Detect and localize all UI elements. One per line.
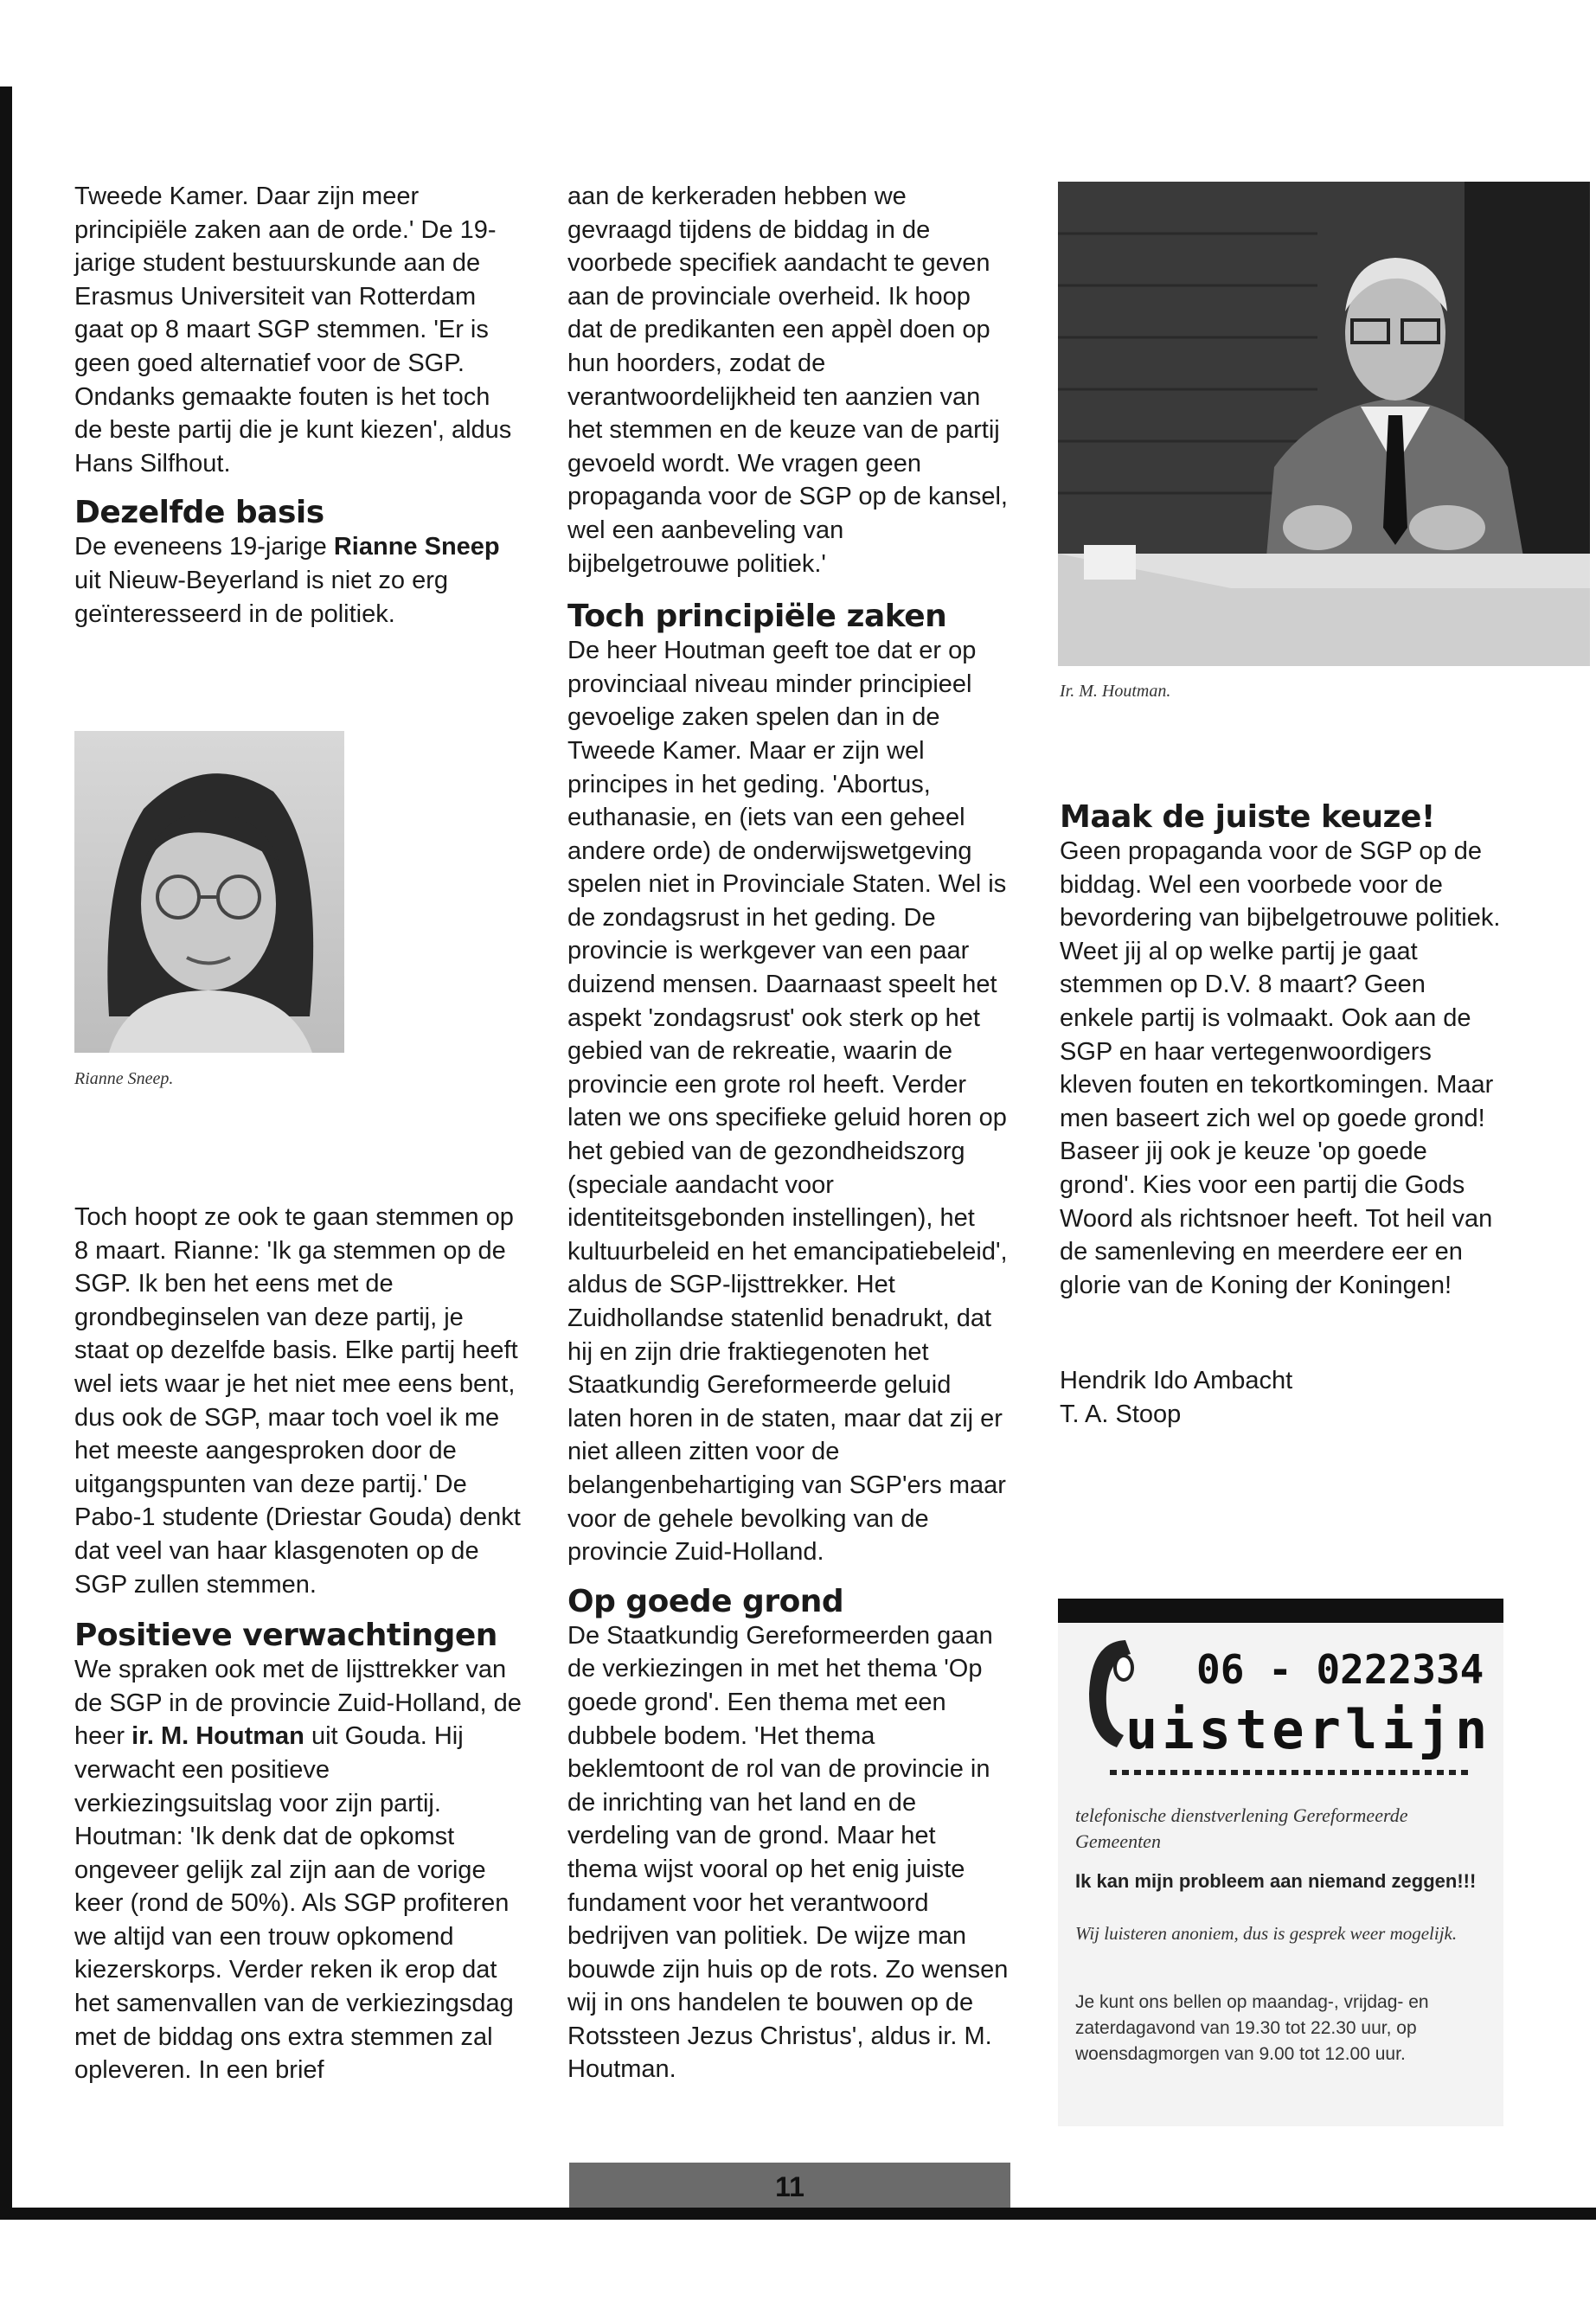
ad-italic-line: Wij luisteren anoniem, dus is gesprek weer mogelijk.	[1075, 1923, 1458, 1944]
signature-name: T. A. Stoop	[1060, 1400, 1182, 1428]
col2-paragraph-3: De Staatkundig Gereformeerden gaan de verkiezingen in met het thema 'Op goede grond'. Een thema met een dubbele bodem. 'Het thema beklemtoont de rol van de provincie in de inrichting van het land en de verdeling van de grond. Maar het thema wijst vooral op het enig juiste fundament voor het verantwoord bedrijven van politiek. De wijze man bouwde zijn huis op de rots. Zo wensen wij in ons handelen te bouwen op de Rotssteen Jezus Christus', aldus ir. M. Houtman.	[567, 1621, 1009, 2084]
heading-op-goede-grond: Op goede grond	[567, 1583, 844, 1619]
heading-toch-principiele-zaken: Toch principiële zaken	[567, 599, 947, 635]
heading-maak-de-juiste-keuze: Maak de juiste keuze!	[1060, 799, 1435, 835]
column-1-top	[74, 180, 524, 631]
page-bottom-bar	[0, 2208, 1596, 2220]
page-number: 11	[775, 2171, 804, 2202]
signature-place: Hendrik Ido Ambacht	[1060, 1367, 1293, 1395]
photo-m-houtman	[1058, 182, 1590, 666]
photo-rianne-sneep	[74, 731, 344, 1053]
column-1-bottom	[74, 1201, 524, 2087]
ad-phone-number: 06 - 0222334	[1196, 1646, 1484, 1693]
ad-dotted-rule	[1110, 1770, 1473, 1775]
col1-paragraph-3: Toch hoopt ze ook te gaan stemmen op 8 maart. Rianne: 'Ik ga stemmen op de SGP. Ik ben het eens met de grondbeginselen van deze partij, je staat op dezelfde basis. Elke partij heeft wel iets waar je het niet mee eens bent, dus ook de SGP, maar toch voel ik me het meeste aangesproken door de uitgangspunten van deze partij.' De Pabo-1 studente (Driestar Gouda) denkt dat veel van haar klasgenoten op de SGP zullen stemmen.	[74, 1203, 521, 1599]
ad-brand-name: uisterlijn	[1125, 1698, 1492, 1761]
col2-paragraph-2: De heer Houtman geeft toe dat er op provinciaal niveau minder principieel gevoelige zaken spelen dan in de Tweede Kamer. Maar er zijn wel principes in het geding. 'Abortus, euthanasie, en (iets van een geheel andere orde) de onderwijswetgeving spelen niet in Provinciale Staten. Wel is de zondagsrust in het geding. De provincie is werkgever van een paar duizend mensen. Daarnaast speelt het aspekt 'zondagsrust' ook sterk op het gebied van de rekreatie, waarin de provincie een grote rol heeft. Verder laten we ons specifieke geluid horen op het gebied van de gezondheidszorg (speciale aandacht voor identiteitsgebonden instellingen), het kultuurbeleid en het emancipatiebeleid', aldus de SGP-lijsttrekker. Het Zuidhollandse statenlid benadrukt, dat hij en zijn drie fraktiegenoten het Staatkundig Gereformeerde geluid laten horen in de staten, maar dat zij er niet alleen zitten voor de belangenbehartiging van SGP'ers maar voor de gehele bevolking van de provincie Zuid-Holland.	[567, 637, 1008, 1567]
caption-m-houtman: Ir. M. Houtman.	[1060, 682, 1171, 701]
col1-paragraph-4: We spraken ook met de lijsttrekker van de SGP in de provincie Zuid-Holland, de heer ir. M. Houtman uit Gouda. Hij verwacht een positieve verkiezingsuitslag voor zijn partij. Houtman: 'Ik denk dat de opkomst ongeveer gelijk zal zijn aan de vorige keer (rond de 50%). Als SGP profiteren we altijd van een trouw opkomend kiezerskorps. Verder reken ik erop dat het samenvallen van de verkiezingsdag met de biddag ons extra stemmen zal opleveren. In een brief	[74, 1656, 522, 2085]
luisterlijn-advertisement	[1058, 1599, 1503, 2126]
heading-positieve-verwachtingen: Positieve verwachtingen	[74, 1618, 497, 1654]
caption-rianne-sneep: Rianne Sneep.	[74, 1069, 174, 1088]
col2-paragraph-1: aan de kerkeraden hebben we gevraagd tijdens de biddag in de voorbede specifiek aandacht te geven aan de provinciale overheid. Ik hoop dat de predikanten een appèl doen op hun hoorders, zodat de verantwoordelijkheid ten aanzien van het stemmen en de keuze van de partij gevoeld wordt. We vragen geen propaganda voor de SGP op de kansel, wel een aanbeveling van bijbelgetrouwe politiek.'	[567, 183, 1008, 578]
col1-paragraph-2: De eveneens 19-jarige Rianne Sneep uit Nieuw-Beyerland is niet zo erg geïnteresseerd in de politiek.	[74, 533, 500, 628]
ad-top-bar	[1058, 1599, 1503, 1623]
heading-dezelfde-basis: Dezelfde basis	[74, 495, 324, 531]
ad-subtitle: telefonische dienstverlening Gereformeerde Gemeenten	[1075, 1804, 1408, 1852]
ad-bold-line: Ik kan mijn probleem aan niemand zeggen!!!	[1075, 1870, 1477, 1892]
page-edge-bar	[0, 87, 12, 2214]
page-number-tab	[569, 2163, 1010, 2208]
ad-info: Je kunt ons bellen op maandag-, vrijdag- en zaterdagavond van 19.30 tot 22.30 uur, op woensdagmorgen van 9.00 tot 12.00 uur.	[1075, 1992, 1429, 2064]
col1-paragraph-1: Tweede Kamer. Daar zijn meer principiële zaken aan de orde.' De 19-jarige student bestuurskunde aan de Erasmus Universiteit van Rotterdam gaat op 8 maart SGP stemmen. 'Er is geen goed alternatief voor de SGP. Ondanks gemaakte fouten is het toch de beste partij die je kunt kiezen', aldus Hans Silfhout.	[74, 183, 512, 478]
column-2	[567, 180, 1012, 2086]
col3-paragraph-1: Geen propaganda voor de SGP op de biddag. Wel een voorbede voor de bevordering van bijbelgetrouwe politiek. Weet jij al op welke partij je gaat stemmen op D.V. 8 maart? Geen enkele partij is volmaakt. Ook aan de SGP en haar vertegenwoordigers kleven fouten en tekortkomingen. Maar men baseert zich wel op goede grond! Baseer jij ook je keuze 'op goede grond'. Kies voor een partij die Gods Woord als richtsnoer heeft. Tot heil van de samenleving en meerdere eer en glorie van de Koning der Koningen!	[1060, 837, 1501, 1299]
column-3	[1060, 800, 1503, 1432]
